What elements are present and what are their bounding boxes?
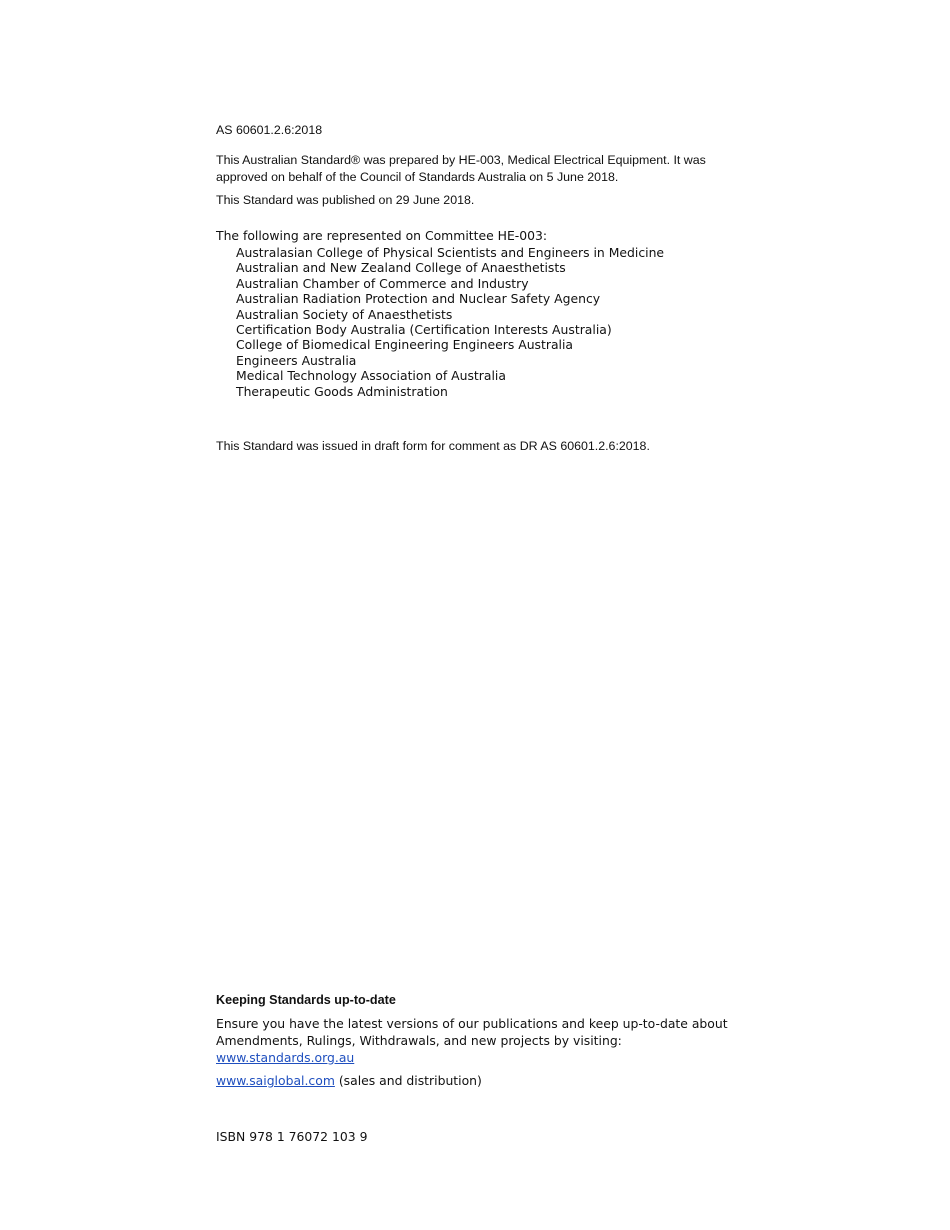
keeping-line-2: Amendments, Rulings, Withdrawals, and new projects by visiting: bbox=[216, 1033, 622, 1048]
committee-member: Australasian College of Physical Scientists and Engineers in Medicine bbox=[236, 245, 665, 260]
committee-member-list bbox=[236, 245, 664, 399]
committee-member: Certification Body Australia (Certification Interests Australia) bbox=[236, 322, 612, 338]
committee-member: Australian Society of Anaesthetists bbox=[236, 306, 453, 322]
sales-distribution-note: (sales and distribution) bbox=[334, 1073, 482, 1088]
draft-notice: This Standard was issued in draft form for comment as DR AS 60601.2.6:2018. bbox=[216, 439, 650, 453]
committee-member: Therapeutic Goods Administration bbox=[236, 383, 448, 399]
preparation-line-1: This Australian Standard® was prepared by HE-003, Medical Electrical Equipment. It was bbox=[216, 153, 706, 167]
preparation-line-2: approved on behalf of the Council of Standards Australia on 5 June 2018. bbox=[216, 170, 619, 184]
standards-link-row bbox=[216, 1050, 354, 1065]
document-code: AS 60601.2.6:2018 bbox=[216, 123, 323, 137]
committee-member: Medical Technology Association of Australia bbox=[236, 368, 506, 384]
keeping-up-to-date-heading: Keeping Standards up-to-date bbox=[216, 993, 396, 1007]
committee-member: College of Biomedical Engineering Engineers Australia bbox=[236, 337, 574, 353]
isbn: ISBN 978 1 76072 103 9 bbox=[216, 1129, 368, 1144]
committee-intro: The following are represented on Committee HE-003: bbox=[216, 228, 548, 243]
committee-member: Australian Chamber of Commerce and Industry bbox=[236, 275, 529, 291]
keeping-line-1: Ensure you have the latest versions of our publications and keep up-to-date about bbox=[216, 1016, 728, 1031]
saiglobal-link-row bbox=[216, 1073, 482, 1088]
committee-member: Engineers Australia bbox=[236, 352, 357, 368]
standards-website-link[interactable]: www.standards.org.au bbox=[216, 1050, 355, 1065]
committee-member: Australian and New Zealand College of Anaesthetists bbox=[236, 260, 566, 276]
published-statement: This Standard was published on 29 June 2018. bbox=[216, 193, 475, 207]
committee-member: Australian Radiation Protection and Nuclear Safety Agency bbox=[236, 291, 601, 307]
saiglobal-website-link[interactable]: www.saiglobal.com bbox=[216, 1073, 335, 1088]
